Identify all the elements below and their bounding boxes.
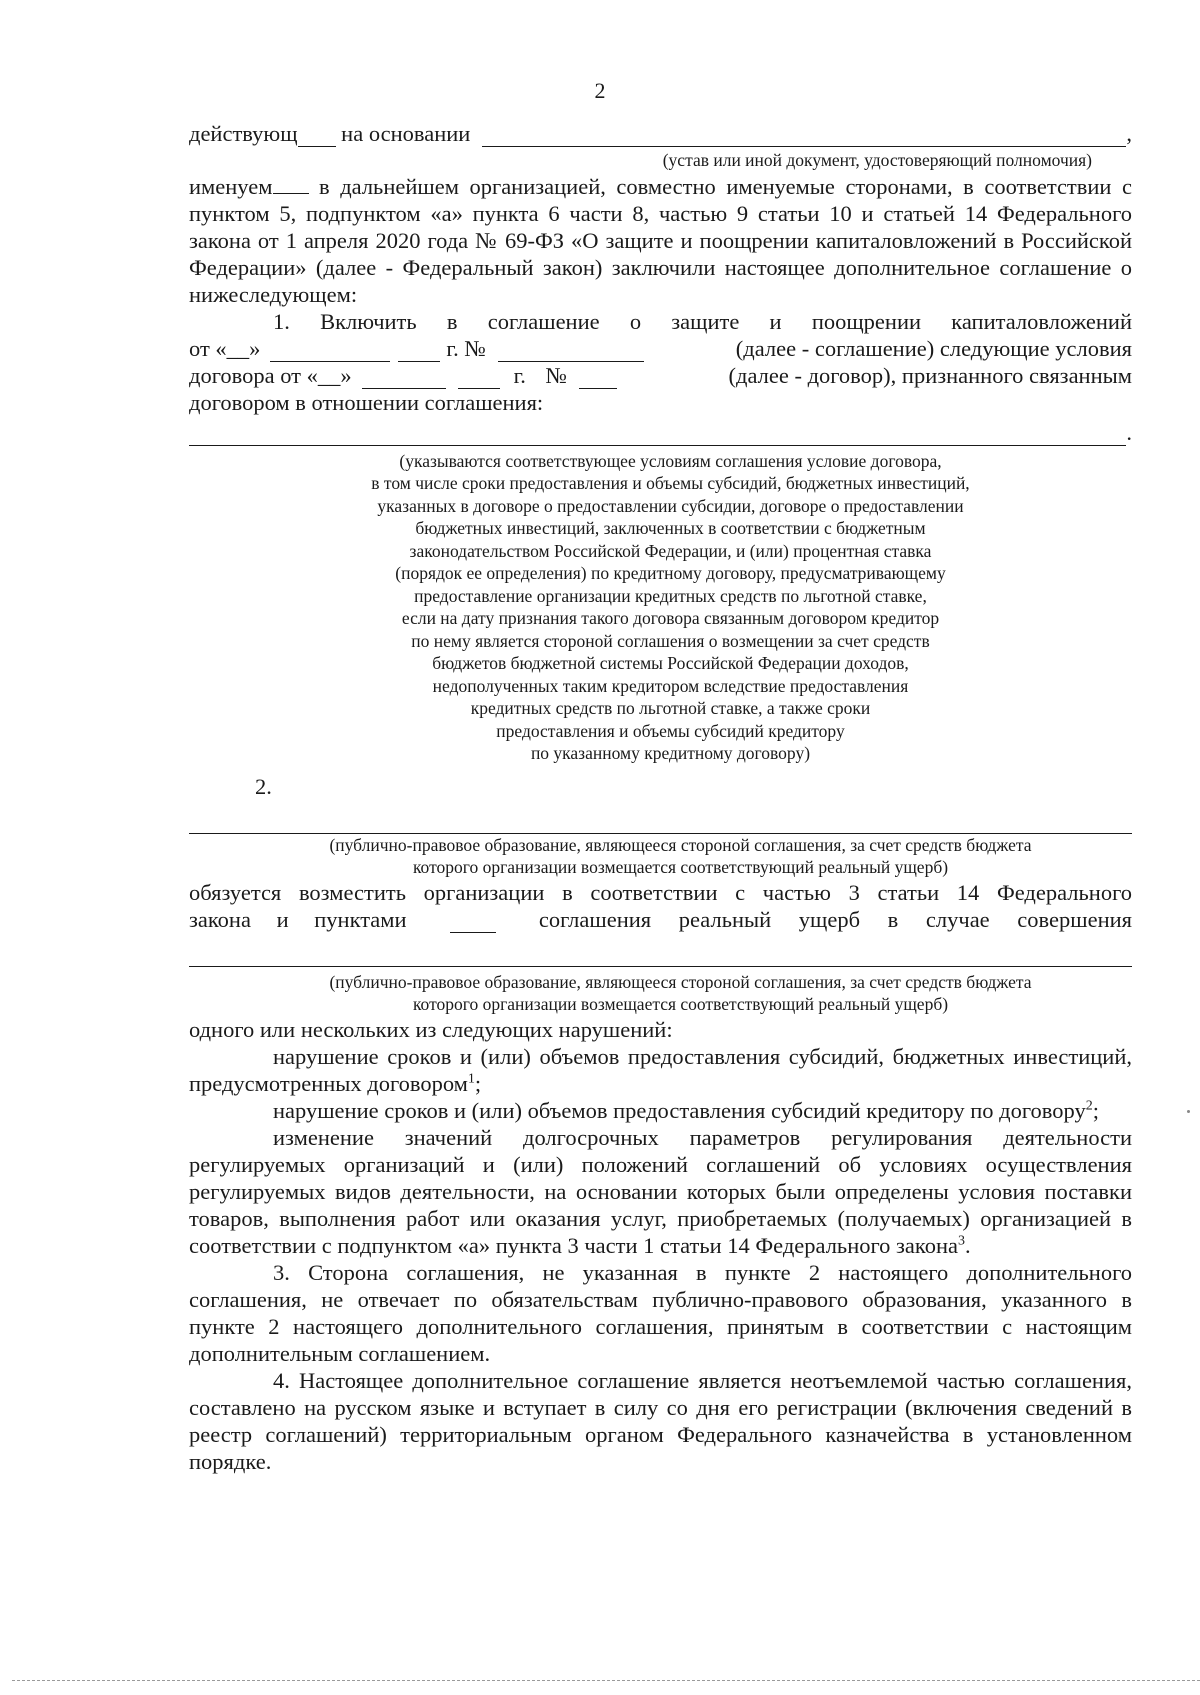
contract-date-label: договора от «__» (189, 362, 352, 388)
item3-paragraph: 3. Сторона соглашения, не указанная в пункте 2 настоящего дополнительного соглашения, не отвечает по обязательствам публично-правового образования, указанного в пункте 2 настоящего дополнительного соглашения, принятым в соответствии с настоящим дополнительным соглашением. (189, 1259, 1132, 1366)
violation-3 (189, 1124, 1132, 1259)
item4-paragraph: 4. Настоящее дополнительное соглашение является неотъемлемой частью соглашения, составлено на русском языке и вступает в силу со дня его регистрации (включения сведений в реестр соглашений) территориальным органом Федерального казначейства в установленном порядке. (189, 1367, 1132, 1474)
note-line: предоставление организации кредитных средств по льготной ставке, (414, 585, 927, 606)
item1-line3 (189, 362, 1132, 389)
agreement-points-blank (450, 910, 496, 933)
page-number: 2 (594, 78, 606, 103)
gender-ending-blank (298, 124, 336, 147)
note-line: бюджетов бюджетной системы Российской Федерации доходов, (432, 653, 909, 673)
contract-number-blank (579, 366, 617, 389)
violation-2-text: нарушение сроков и (или) объемов предоставления субсидий кредитору по договору (273, 1097, 1086, 1123)
basis-document-blank (482, 124, 1126, 147)
violation-2-end: ; (1092, 1097, 1099, 1123)
contract-condition-note (189, 450, 1132, 765)
public-entity-note (189, 834, 1132, 879)
note-line: законодательством Российской Федерации, и (или) процентная ставка (409, 540, 932, 561)
note-line: в том числе сроки предоставления и объемы субсидий, бюджетных инвестиций, (371, 473, 970, 493)
scan-edge-line (12, 1680, 1200, 1681)
contract-condition-line (189, 416, 1132, 446)
note-line: (публично-правовое образование, являющееся стороной соглашения, за счет средств бюджета (329, 834, 1032, 855)
item1-date-label: от «__» (189, 335, 261, 361)
contract-condition-blank (189, 423, 1126, 446)
agreement-month-blank (270, 339, 390, 362)
acting-prefix: действующ (189, 121, 298, 146)
violation-3-text: изменение значений долгосрочных параметров регулирования деятельности регулируемых организаций и (или) положений соглашений об условиях осуществления регулируемых видов деятельности, на основании которых были определены условия поставки товаров, выполнения работ или оказания услуг, приобретаемых (получаемых) организацией в соответствии с подпунктом «а» пункта 3 части 1 статьи 14 Федерального закона (189, 1124, 1132, 1258)
footnote-ref-1: 1 (467, 1071, 475, 1086)
note-line: бюджетных инвестиций, заключенных в соответствии с бюджетным (415, 518, 926, 538)
note-line: по нему является стороной соглашения о возмещении за счет средств (411, 630, 930, 651)
basis-document-note: (устав или иной документ, удостоверяющий полномочия) (662, 150, 1092, 170)
named-prefix: именуем (189, 173, 273, 199)
violation-2 (189, 1097, 1132, 1124)
footnote-ref-2: 2 (1085, 1098, 1093, 1113)
item2-text1: обязуется возместить организации в соответствии с частью 3 статьи 14 Федерального (189, 879, 1132, 905)
scan-speck (1187, 1110, 1190, 1113)
acting-end: , (1126, 121, 1132, 146)
violation-entity-note (189, 971, 1132, 1016)
contract-month-blank (362, 366, 446, 389)
item2-text2-end: соглашения реальный ущерб в случае совершения (538, 906, 1132, 932)
note-line: (указываются соответствующее условиям соглашения условие договора, (399, 450, 942, 471)
item1-line3-tail: (далее - договор), признанного связанным (728, 362, 1132, 388)
note-line: которого организации возмещается соответствующий реальный ущерб) (412, 994, 949, 1014)
violation-entity-blank (189, 966, 1132, 967)
violation-1-text: нарушение сроков и (или) объемов предоставления субсидий, бюджетных инвестиций, предусмотренных договором (189, 1043, 1132, 1096)
note-line: указанных в договоре о предоставлении субсидии, договоре о предоставлении (377, 495, 964, 516)
acting-basis-line (189, 120, 1132, 147)
note-line: (порядок ее определения) по кредитному договору, предусматривающему (395, 563, 946, 583)
named-text: в дальнейшем организацией, совместно именуемые сторонами, в соответствии с пунктом 5, подпунктом «а» пункта 6 части 8, частью 9 статьи 10 и статьей 14 Федерального закона от 1 апреля 2020 года № 69-ФЗ «О защите и поощрении капиталовложений в Российской Федерации» (далее - Федеральный закон) заключили настоящее дополнительное соглашение о нижеследующем: (189, 173, 1132, 307)
item2-text2-start: закона и пунктами (189, 906, 407, 932)
item1-line4: договором в отношении соглашения: (189, 389, 544, 415)
note-line: недополученных таким кредитором вследствие предоставления (432, 675, 909, 696)
named-paragraph (189, 173, 1132, 308)
note-line: которого организации возмещается соответствующий реальный ущерб) (412, 857, 949, 877)
violation-1 (189, 1043, 1132, 1097)
contract-condition-end: . (1126, 419, 1132, 445)
note-line: по указанному кредитному договору) (530, 743, 811, 763)
agreement-body (189, 120, 1132, 1475)
note-line: (публично-правовое образование, являющееся стороной соглашения, за счет средств бюджета (329, 971, 1032, 992)
footnote-ref-3: 3 (957, 1233, 965, 1248)
named-ending-blank (273, 175, 309, 194)
acting-suffix: на основании (335, 121, 471, 146)
note-line: предоставления и объемы субсидий кредитору (496, 720, 845, 741)
agreement-year-blank (398, 339, 440, 362)
item1-number-label: г. № (446, 335, 486, 361)
violation-3-end: . (964, 1232, 971, 1258)
contract-year-blank (458, 366, 500, 389)
item2-text3: одного или нескольких из следующих нарушений: (189, 1016, 673, 1042)
item2-number: 2. (255, 773, 272, 799)
contract-number-label: г. № (513, 362, 568, 388)
item2-text2 (189, 906, 1132, 933)
violation-1-end: ; (474, 1070, 482, 1096)
item1-line1: 1. Включить в соглашение о защите и поощрении капиталовложений (273, 308, 1132, 334)
note-line: кредитных средств по льготной ставке, а также сроки (470, 698, 871, 718)
agreement-number-blank (498, 339, 644, 362)
item1-line2 (189, 335, 1132, 362)
note-line: если на дату признания такого договора связанным договором кредитор (401, 608, 940, 628)
item1-line2-tail: (далее - соглашение) следующие условия (735, 335, 1132, 361)
